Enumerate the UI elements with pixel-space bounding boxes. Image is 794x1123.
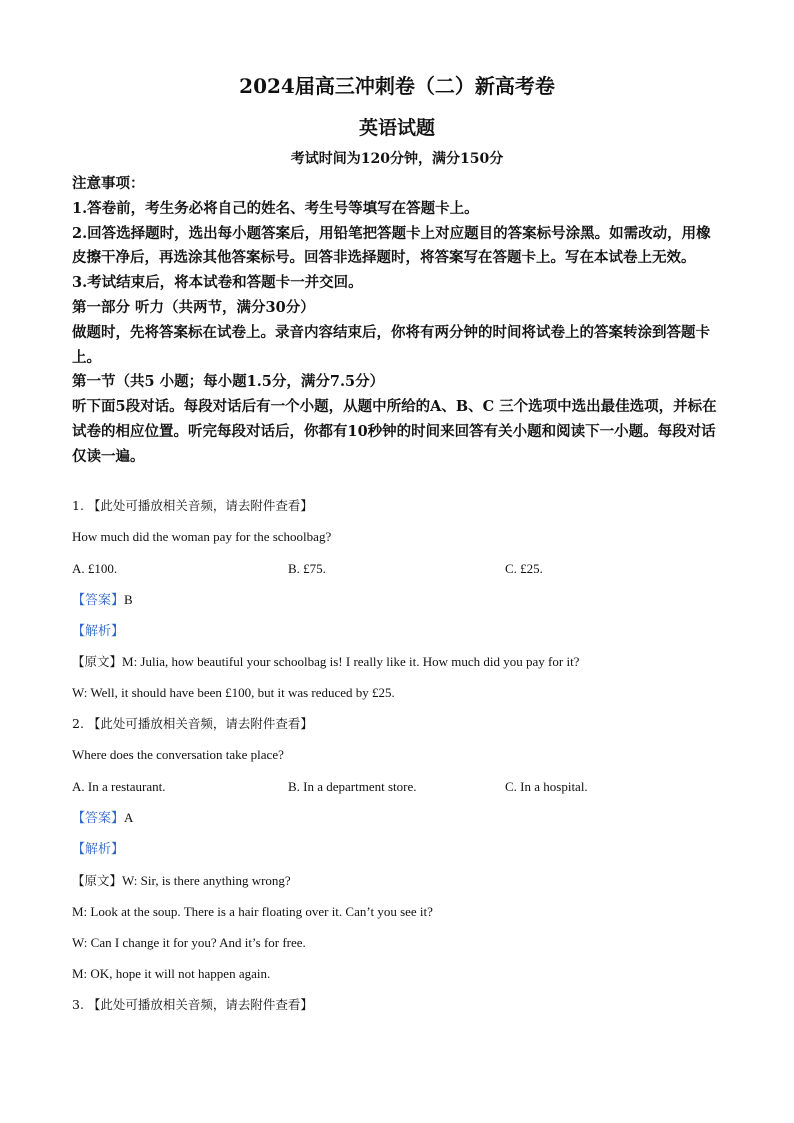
transcript-label: 【原文】	[72, 873, 123, 888]
question-2-answer: A	[124, 810, 134, 825]
question-2-transcript-line-3: W: Can I change it for you? And it’s for free.	[72, 935, 306, 950]
question-1-transcript-line-2: W: Well, it should have been £100, but it was reduced by £25.	[72, 685, 395, 700]
page-title: 2024届高三冲刺卷（二）新高考卷	[239, 74, 555, 98]
question-1-transcript-line-1	[72, 654, 732, 670]
section1-title: 第一节（共5 小题；每小题1.5分，满分7.5分）	[72, 373, 385, 391]
question-1-option-b: B. £75.	[288, 561, 326, 576]
transcript-text: M: Julia, how beautiful your schoolbag is! I really like it. How much did you pay for it?	[122, 654, 580, 669]
question-1-text: How much did the woman pay for the schoolbag?	[72, 529, 332, 544]
question-1-option-c: C. £25.	[505, 561, 543, 576]
notice-item-1: 1.答卷前，考生务必将自己的姓名、考生号等填写在答题卡上。	[72, 199, 479, 217]
part1-description: 做题时，先将答案标在试卷上。录音内容结束后，你将有两分钟的时间将试卷上的答案转涂到答题卡上。	[72, 323, 710, 366]
question-1-audio-note[interactable]: 1. 【此处可播放相关音频，请去附件查看】	[72, 498, 313, 513]
page-subtitle: 英语试题	[358, 117, 435, 139]
transcript-label: 【原文】	[72, 654, 123, 669]
question-2-answer-line	[72, 810, 732, 827]
question-3-audio-note[interactable]: 3. 【此处可播放相关音频，请去附件查看】	[72, 997, 313, 1012]
answer-label: 【答案】	[72, 811, 125, 826]
question-1-option-a: A. £100.	[72, 561, 118, 576]
notice-section	[72, 172, 722, 470]
answer-label: 【答案】	[72, 593, 125, 608]
question-2-option-c: C. In a hospital.	[505, 779, 588, 794]
notice-heading: 注意事项：	[72, 175, 145, 192]
question-2-transcript-line-4: M: OK, hope it will not happen again.	[72, 966, 271, 981]
question-2-audio-note[interactable]: 2. 【此处可播放相关音频，请去附件查看】	[72, 716, 313, 731]
question-2-transcript-line-2: M: Look at the soup. There is a hair floating over it. Can’t you see it?	[72, 904, 433, 919]
question-2-analysis-line	[72, 841, 732, 858]
analysis-label: 【解析】	[72, 842, 125, 857]
part1-title: 第一部分 听力（共两节，满分30分）	[72, 298, 315, 316]
transcript-text: W: Sir, is there anything wrong?	[122, 873, 291, 888]
question-2-option-a: A. In a restaurant.	[72, 779, 166, 794]
question-1-answer: B	[124, 592, 133, 607]
section1-description: 听下面5段对话。每段对话后有一个小题，从题中所给的A、B、C 三个选项中选出最佳选项，并标在试卷的相应位置。听完每段对话后，你都有10秒钟的时间来回答有关小题和阅读下一小题。每段对话仅读一遍。	[72, 398, 717, 465]
notice-item-3: 3.考试结束后，将本试卷和答题卡一并交回。	[72, 274, 363, 292]
question-1-answer-line	[72, 592, 732, 609]
notice-item-2: 2.回答选择题时，选出每小题答案后，用铅笔把答题卡上对应题目的答案标号涂黑。如需改动，用橡皮擦干净后，再选涂其他答案标号。回答非选择题时，将答案写在答题卡上。写在本试卷上无效。	[72, 224, 711, 267]
question-1-analysis-line	[72, 623, 732, 640]
question-2-option-b: B. In a department store.	[288, 779, 417, 794]
exam-info: 考试时间为120分钟，满分150分	[290, 151, 504, 167]
question-2-transcript-line-1	[72, 873, 732, 889]
question-2-text: Where does the conversation take place?	[72, 747, 284, 762]
analysis-label: 【解析】	[72, 624, 125, 639]
